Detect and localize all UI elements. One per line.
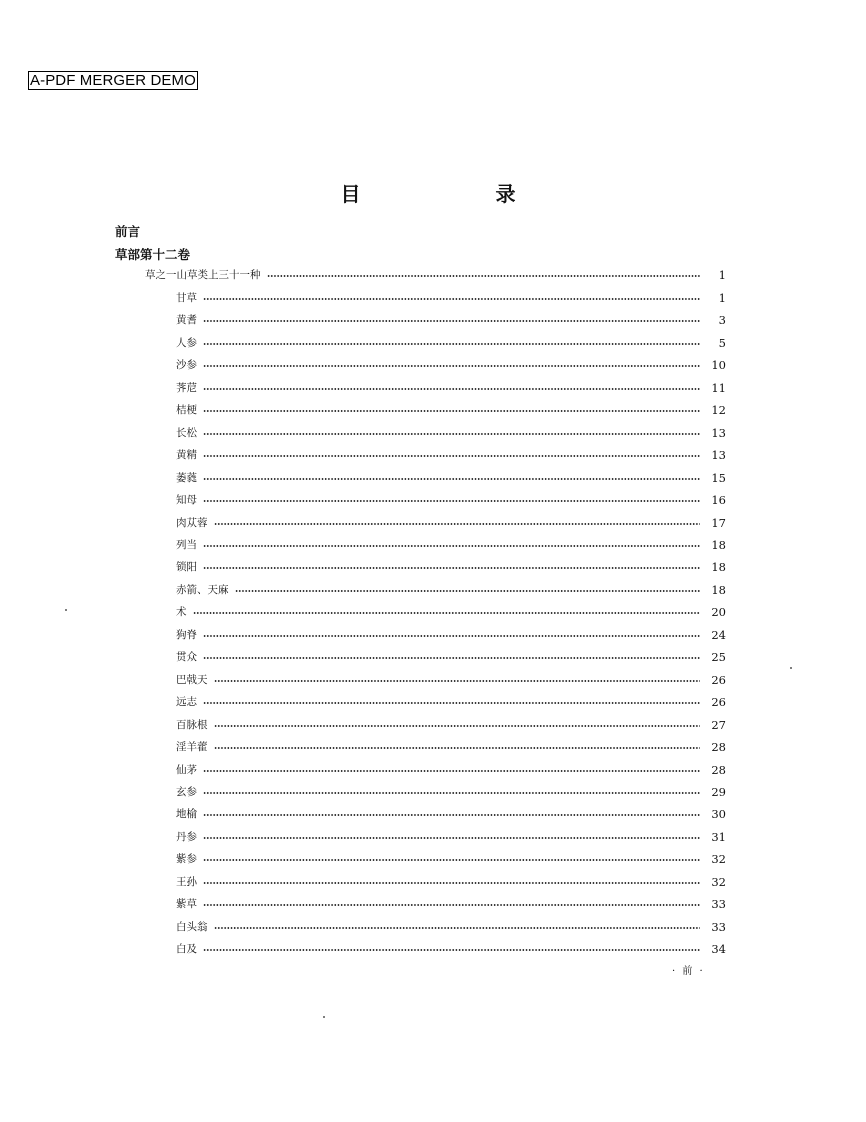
- dot-leader: [203, 566, 700, 570]
- toc-entry-row[interactable]: [176, 848, 726, 866]
- toc-entry-page: 33: [711, 897, 726, 912]
- toc-entry-row[interactable]: [176, 556, 726, 574]
- toc-entry-row[interactable]: [176, 646, 726, 664]
- toc-section-label: 草之一山草类上三十一种: [145, 269, 261, 281]
- toc-entry-page: 24: [711, 627, 726, 642]
- dot-leader: [203, 791, 700, 795]
- toc-entry-label: 人参: [176, 336, 197, 349]
- toc-entry-label: 赤箭、天麻: [176, 583, 229, 596]
- dot-leader: [203, 903, 700, 907]
- toc-entry-page: 33: [711, 919, 726, 934]
- toc-entry-row[interactable]: [176, 759, 726, 777]
- toc-entry-label: 桔梗: [176, 404, 197, 417]
- toc-entry-row[interactable]: [176, 871, 726, 889]
- toc-entry-row[interactable]: [176, 309, 726, 327]
- dot-leader: [203, 544, 700, 548]
- dot-leader: [203, 701, 700, 705]
- heading-volume: 草部第十二卷: [115, 247, 191, 262]
- toc-entry-page: 18: [711, 582, 726, 597]
- toc-entry-row[interactable]: [176, 354, 726, 372]
- page-footer: · 前 ·: [672, 966, 705, 977]
- toc-entry-page: 11: [711, 380, 726, 395]
- dot-leader: [214, 679, 701, 683]
- toc-entry-label: 百脉根: [176, 718, 208, 731]
- toc-entry-row[interactable]: [176, 781, 726, 799]
- dot-leader: [203, 769, 700, 773]
- toc-entry-label: 白头翁: [176, 920, 208, 933]
- toc-entry-label: 巴戟天: [176, 673, 208, 686]
- toc-entry-row[interactable]: [176, 422, 726, 440]
- dot-leader: [203, 858, 700, 862]
- toc-entry-label: 长松: [176, 426, 197, 439]
- toc-entry-label: 紫参: [176, 853, 197, 866]
- toc-entry-label: 白及: [176, 943, 197, 955]
- dot-leader: [214, 522, 701, 526]
- toc-entry-label: 萎蕤: [176, 471, 197, 484]
- dot-leader: [203, 387, 700, 391]
- toc-entry-page: 30: [711, 807, 726, 822]
- toc-entry-page: 13: [711, 448, 726, 463]
- toc-entry-label: 王孙: [176, 875, 197, 888]
- dot-leader: [214, 724, 701, 728]
- toc-entry-label: 甘草: [176, 292, 197, 304]
- toc-entry-page: 13: [711, 425, 726, 440]
- toc-entry-label: 丹参: [176, 830, 197, 843]
- dot-leader: [235, 589, 701, 593]
- heading-preface[interactable]: 前言: [115, 224, 141, 239]
- toc-entry-page: 15: [711, 470, 726, 485]
- toc-entry-page: 18: [711, 560, 726, 575]
- toc-entry-label: 玄参: [176, 785, 197, 798]
- toc-entry-row[interactable]: [176, 893, 726, 911]
- toc-entry-page: 1: [718, 291, 726, 305]
- toc-entry-label: 贯众: [176, 651, 197, 664]
- dot-leader: [203, 656, 700, 660]
- dot-leader: [203, 364, 700, 368]
- toc-entry-label: 知母: [176, 494, 197, 506]
- toc-entry-label: 狗脊: [176, 628, 197, 641]
- toc-entry-page: 10: [711, 358, 726, 373]
- toc-entry-page: 12: [711, 403, 726, 418]
- toc-entry-row[interactable]: [176, 714, 726, 732]
- toc-entry-label: 黄精: [176, 449, 197, 462]
- toc-entry-page: 26: [711, 695, 726, 710]
- toc-entry-page: 27: [711, 717, 726, 732]
- dot-leader: [203, 297, 700, 301]
- toc-entry-label: 荠苨: [176, 381, 197, 394]
- toc-entry-label: 肉苁蓉: [176, 516, 208, 529]
- toc-entry-label: 紫草: [176, 898, 197, 911]
- toc-entry-row[interactable]: [176, 332, 726, 350]
- toc-entry-label: 仙茅: [176, 763, 197, 776]
- toc-section-page: 1: [718, 268, 726, 282]
- toc-entry-row[interactable]: [176, 377, 726, 395]
- toc-entry-row[interactable]: [176, 736, 726, 754]
- dot-leader: [203, 477, 700, 481]
- page-title: 目 录: [340, 182, 580, 206]
- dot-leader: [203, 432, 700, 436]
- toc-entry-page: 29: [711, 784, 726, 799]
- toc-entry-label: 地榆: [176, 808, 197, 821]
- toc-entry-row[interactable]: [176, 938, 726, 956]
- toc-entry-page: 31: [711, 829, 726, 844]
- dot-leader: [203, 454, 700, 458]
- toc-entry-row[interactable]: [176, 916, 726, 934]
- watermark-label: A-PDF MERGER DEMO: [30, 72, 196, 89]
- dot-leader: [214, 746, 701, 750]
- dot-leader: [203, 948, 700, 952]
- scan-speck: [323, 1016, 325, 1018]
- toc-entry-page: 28: [711, 762, 726, 777]
- toc-entry-page: 25: [711, 650, 726, 665]
- dot-leader: [203, 409, 700, 413]
- toc-entry-row[interactable]: [176, 826, 726, 844]
- toc-entry-label: 远志: [176, 696, 197, 709]
- toc-entry-page: 32: [711, 874, 726, 889]
- toc-entry-label: 黄耆: [176, 314, 197, 327]
- toc-entry-page: 20: [711, 605, 726, 620]
- toc-entry-row[interactable]: [176, 624, 726, 642]
- toc-entry-row[interactable]: [176, 669, 726, 687]
- dot-leader: [267, 274, 701, 278]
- toc-entry-page: 5: [718, 335, 726, 350]
- scan-speck: [790, 667, 792, 669]
- dot-leader: [203, 836, 700, 840]
- toc-entry-page: 28: [711, 740, 726, 754]
- toc-entry-page: 26: [711, 672, 726, 687]
- toc-entry-row[interactable]: [176, 467, 726, 485]
- toc-entry-page: 18: [711, 538, 726, 552]
- scan-speck: [65, 609, 67, 611]
- toc-entry-label: 术: [176, 606, 187, 619]
- toc-entry-page: 17: [711, 515, 726, 530]
- dot-leader: [214, 926, 701, 930]
- toc-entry-label: 锁阳: [176, 561, 197, 574]
- dot-leader: [193, 611, 701, 615]
- toc-entry-row[interactable]: [176, 579, 726, 597]
- toc-entry-row[interactable]: [176, 512, 726, 530]
- dot-leader: [203, 881, 700, 885]
- toc-entry-label: 列当: [176, 539, 197, 551]
- toc-entry-row[interactable]: [176, 287, 726, 305]
- toc-entry-row[interactable]: [176, 399, 726, 417]
- toc-section-row[interactable]: [145, 264, 726, 282]
- toc-entry-row[interactable]: [176, 803, 726, 821]
- toc-entry-row[interactable]: [176, 489, 726, 507]
- dot-leader: [203, 342, 700, 346]
- dot-leader: [203, 813, 700, 817]
- dot-leader: [203, 499, 700, 503]
- toc-entry-label: 沙参: [176, 359, 197, 372]
- dot-leader: [203, 634, 700, 638]
- toc-entry-page: 3: [718, 313, 726, 328]
- toc-entry-page: 16: [711, 493, 726, 507]
- toc-entry-row[interactable]: [176, 691, 726, 709]
- toc-entry-row[interactable]: [176, 444, 726, 462]
- toc-entry-page: 32: [711, 852, 726, 867]
- toc-entry-row[interactable]: [176, 601, 726, 619]
- dot-leader: [203, 319, 700, 323]
- toc-entry-label: 淫羊藿: [176, 741, 208, 753]
- toc-entry-page: 34: [711, 942, 726, 956]
- toc-entry-row[interactable]: [176, 534, 726, 552]
